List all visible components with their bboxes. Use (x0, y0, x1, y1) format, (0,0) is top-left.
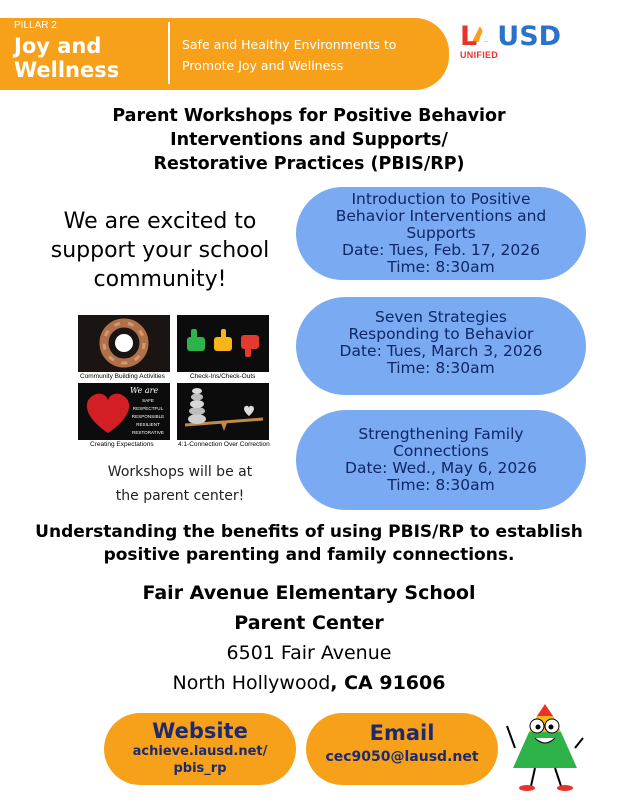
community-building-image (78, 315, 170, 372)
website-pill[interactable]: Website achieve.lausd.net/ pbis_rp (104, 713, 296, 785)
pillar-description: Safe and Healthy Environments to Promote Joy and Wellness (182, 37, 397, 73)
triangle-mascot-icon (505, 698, 585, 794)
pillar-name: Joy and Wellness (14, 34, 120, 82)
school-name: Fair Avenue Elementary School Parent Center (142, 582, 476, 634)
session-card: Strengthening Family Connections Date: Wed., May 6, 2026 Time: 8:30am (296, 410, 586, 510)
benefits-statement: Understanding the benefits of using PBIS/RP to establish positive parenting and family connections. (35, 522, 583, 565)
street-address: 6501 Fair Avenue (226, 642, 392, 664)
pillar-label: PILLAR 2 (14, 20, 57, 31)
image-caption: Community Building Activities (80, 373, 165, 380)
lausd-logo-text: LAUSD (460, 21, 562, 52)
we-are-title: We are (130, 386, 159, 395)
values-list: SAFE RESPECTFUL RESPONSIBLE RESILIENT RESTORATIVE (131, 398, 165, 435)
email-pill[interactable]: Email cec9050@lausd.net (306, 713, 498, 785)
intro-text: We are excited to support your school community! (50, 209, 270, 292)
page-title: Parent Workshops for Positive Behavior Interventions and Supports/ Restorative Practices (PBIS/RP) (112, 106, 506, 174)
website-link[interactable]: achieve.lausd.net/ (132, 744, 268, 759)
balance-scale-icon (177, 383, 269, 440)
creating-expectations-image (78, 383, 170, 440)
mascot-character (505, 698, 585, 794)
city-address: North Hollywood, CA 91606 (172, 672, 446, 694)
banner-divider (168, 22, 170, 84)
lausd-logo-subtext: UNIFIED (460, 50, 499, 60)
image-caption: Check-Ins/Check-Outs (190, 373, 256, 380)
hands-circle-icon (78, 315, 170, 372)
check-ins-image (177, 315, 269, 372)
thumbs-icon (177, 315, 269, 372)
session-card: Introduction to Positive Behavior Interventions and Supports Date: Tues, Feb. 17, 2026 Time: 8:30am (296, 187, 586, 280)
connection-over-correction-image (177, 383, 269, 440)
location-note: Workshops will be at the parent center! (107, 464, 253, 504)
email-link[interactable]: cec9050@lausd.net (325, 749, 479, 765)
image-caption: 4:1-Connection Over Correction (178, 441, 270, 448)
image-caption: Creating Expectations (90, 441, 154, 448)
session-card: Seven Strategies Responding to Behavior Date: Tues, March 3, 2026 Time: 8:30am (296, 297, 586, 395)
